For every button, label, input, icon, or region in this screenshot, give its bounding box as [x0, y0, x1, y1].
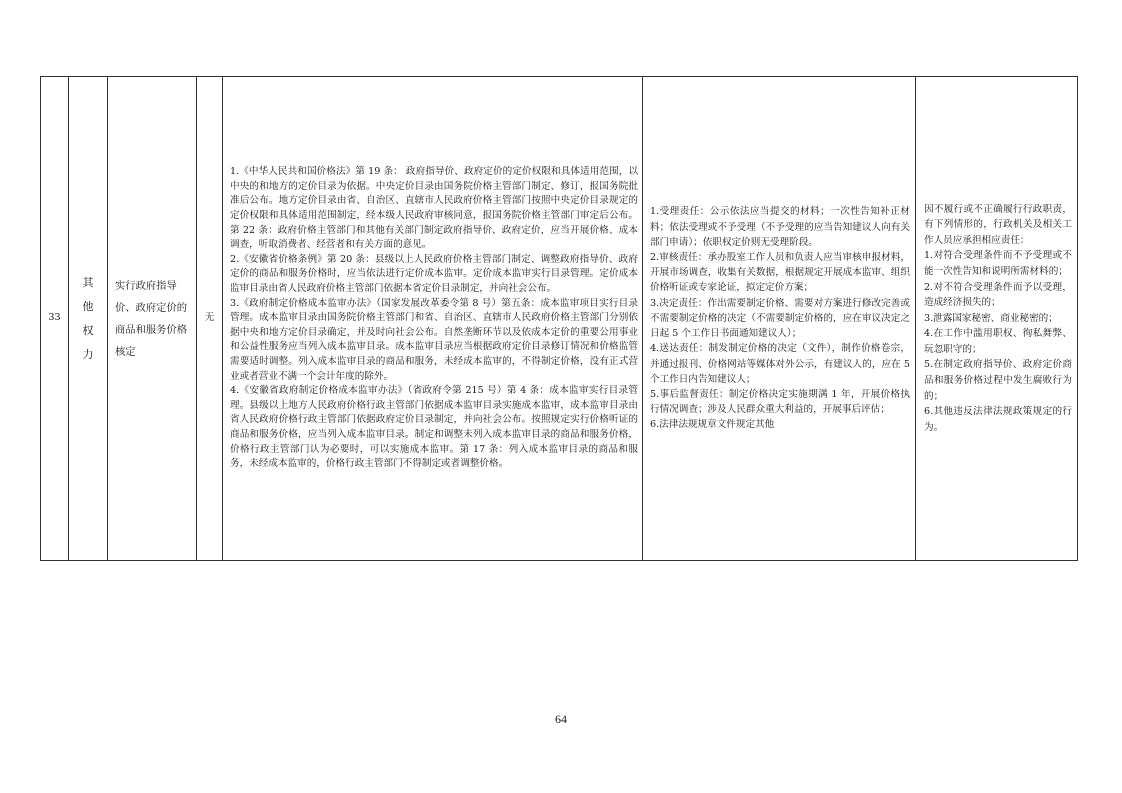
legal-basis-paragraph: 2.《安徽省价格条例》第 20 条：县级以上人民政府价格主管部门制定、调整政府指导价、政府定价的商品和服务价格时，应当依法进行定价成本监审。定价成本监审实行目录管理。定价成本监审目录由省人民政府价格主管部门依据本省定价目录制定，并向社会公布。 — [230, 253, 638, 295]
sub-item-cell: 无 — [197, 77, 223, 561]
legal-basis-paragraph: 3.《政府制定价格成本监审办法》（国家发展改革委令第 8 号）第五条：成本监审项目实行目录管理。成本监审目录由国务院价格主管部门和省、自治区、直辖市人民政府价格主管部门分别依据中央和地方定价目录确定，并及时向社会公布。自然垄断环节以及依成本定价的重要公用事业和公益性服务应当列入成本监审目录。成本监审目录应当根据政府定价目录修订情况和价格监管需要适时调整。列入成本监审目录的商品和服务，未经成本监审的，不得制定价格，没有正式营业或者营业不满一个会计年度的除外。 — [230, 297, 638, 382]
liability-intro: 因不履行或不正确履行行政职责，有下列情形的，行政机关及相关工作人员应承担相应责任： — [924, 203, 1072, 246]
legal-basis-cell — [223, 77, 643, 561]
liability-item: 2.对不符合受理条件而予以受理，造成经济损失的； — [924, 281, 1072, 309]
responsibility-item: 2.审核责任：承办股室工作人员和负责人应当审核申报材料，开展市场调查，收集有关数据，根据规定开展成本监审、组织价格听证或专家论证，拟定定价方案； — [650, 252, 910, 294]
item-name-cell: 实行政府指导价、政府定价的商品和服务价格核定 — [108, 77, 197, 561]
liability-item: 6.其他违反法律法规政策规定的行为。 — [924, 406, 1072, 433]
page-number: 64 — [555, 712, 567, 726]
liability-item: 5.在制定政府指导价、政府定价商品和服务价格过程中发生腐败行为的； — [924, 359, 1072, 402]
responsibility-item: 3.决定责任：作出需要制定价格、需要对方案进行修改完善或不需要制定价格的决定（不需要制定价格的，应在审议决定之日起 5 个工作日书面通知建议人）； — [650, 297, 910, 340]
liability-item: 1.对符合受理条件而不予受理或不能一次性告知和说明所需材料的； — [924, 250, 1072, 277]
responsibility-cell — [643, 77, 916, 561]
table-row — [41, 77, 1078, 561]
legal-basis-paragraph: 1.《中华人民共和国价格法》第 19 条： 政府指导价、政府定价的定价权限和具体适用范围，以中央的和地方的定价目录为依据。中央定价目录由国务院价格主管部门制定、修订，报国务院批准后公布。地方定价目录由省、自治区、直辖市人民政府价格主管部门按照中央定价目录规定的定价权限和具体适用范围制定，经本级人民政府审核同意，报国务院价格主管部门审定后公布。 第 22 条：政府价格主管部门和其他有关部门制定政府指导价、政府定价，应当开展价格、成本调查，听取消费者、经营者和有关方面的意见。 — [230, 166, 638, 251]
responsibility-item: 4.送达责任：制发制定价格的决定（文件），制作价格卷宗，并通过报刊、价格网站等媒体对外公示，有建议人的，应在 5 个工作日内告知建议人； — [650, 343, 910, 385]
liability-cell — [916, 77, 1078, 561]
responsibility-item: 5.事后监督责任：制定价格决定实施期满 1 年，开展价格执行情况调查；涉及人民群众重大利益的，开展事后评估； — [650, 388, 910, 416]
power-list-table — [40, 76, 1078, 561]
responsibility-item: 6.法律法规规章文件规定其他 — [650, 419, 775, 431]
liability-item: 4.在工作中滥用职权、徇私舞弊、玩忽职守的； — [924, 328, 1072, 355]
item-number-cell: 33 — [41, 77, 69, 561]
category-label: 其他权力 — [82, 275, 94, 361]
responsibility-item: 1.受理责任：公示依法应当提交的材料；一次性告知补正材料；依法受理或不予受理（不予受理的应当告知建议人向有关部门申请）；依职权定价则无受理阶段。 — [650, 206, 910, 248]
category-cell — [69, 77, 108, 561]
legal-basis-paragraph: 4.《安徽省政府制定价格成本监审办法》（省政府令第 215 号）第 4 条：成本监审实行目录管理。县级以上地方人民政府价格行政主管部门依据成本监审目录实施成本监审，成本监审目录由省人民政府价格行政主管部门依据政府定价目录制定，并向社会公布。按照规定实行价格听证的商品和服务价格，应当列入成本监审目录。制定和调整未列入成本监审目录的商品和服务价格，价格行政主管部门认为必要时，可以实施成本监审。第 17 条：列入成本监审目录的商品和服务，未经成本监审的，价格行政主管部门不得制定或者调整价格。 — [230, 385, 638, 470]
liability-item: 3.泄露国家秘密、商业秘密的； — [924, 312, 1058, 324]
